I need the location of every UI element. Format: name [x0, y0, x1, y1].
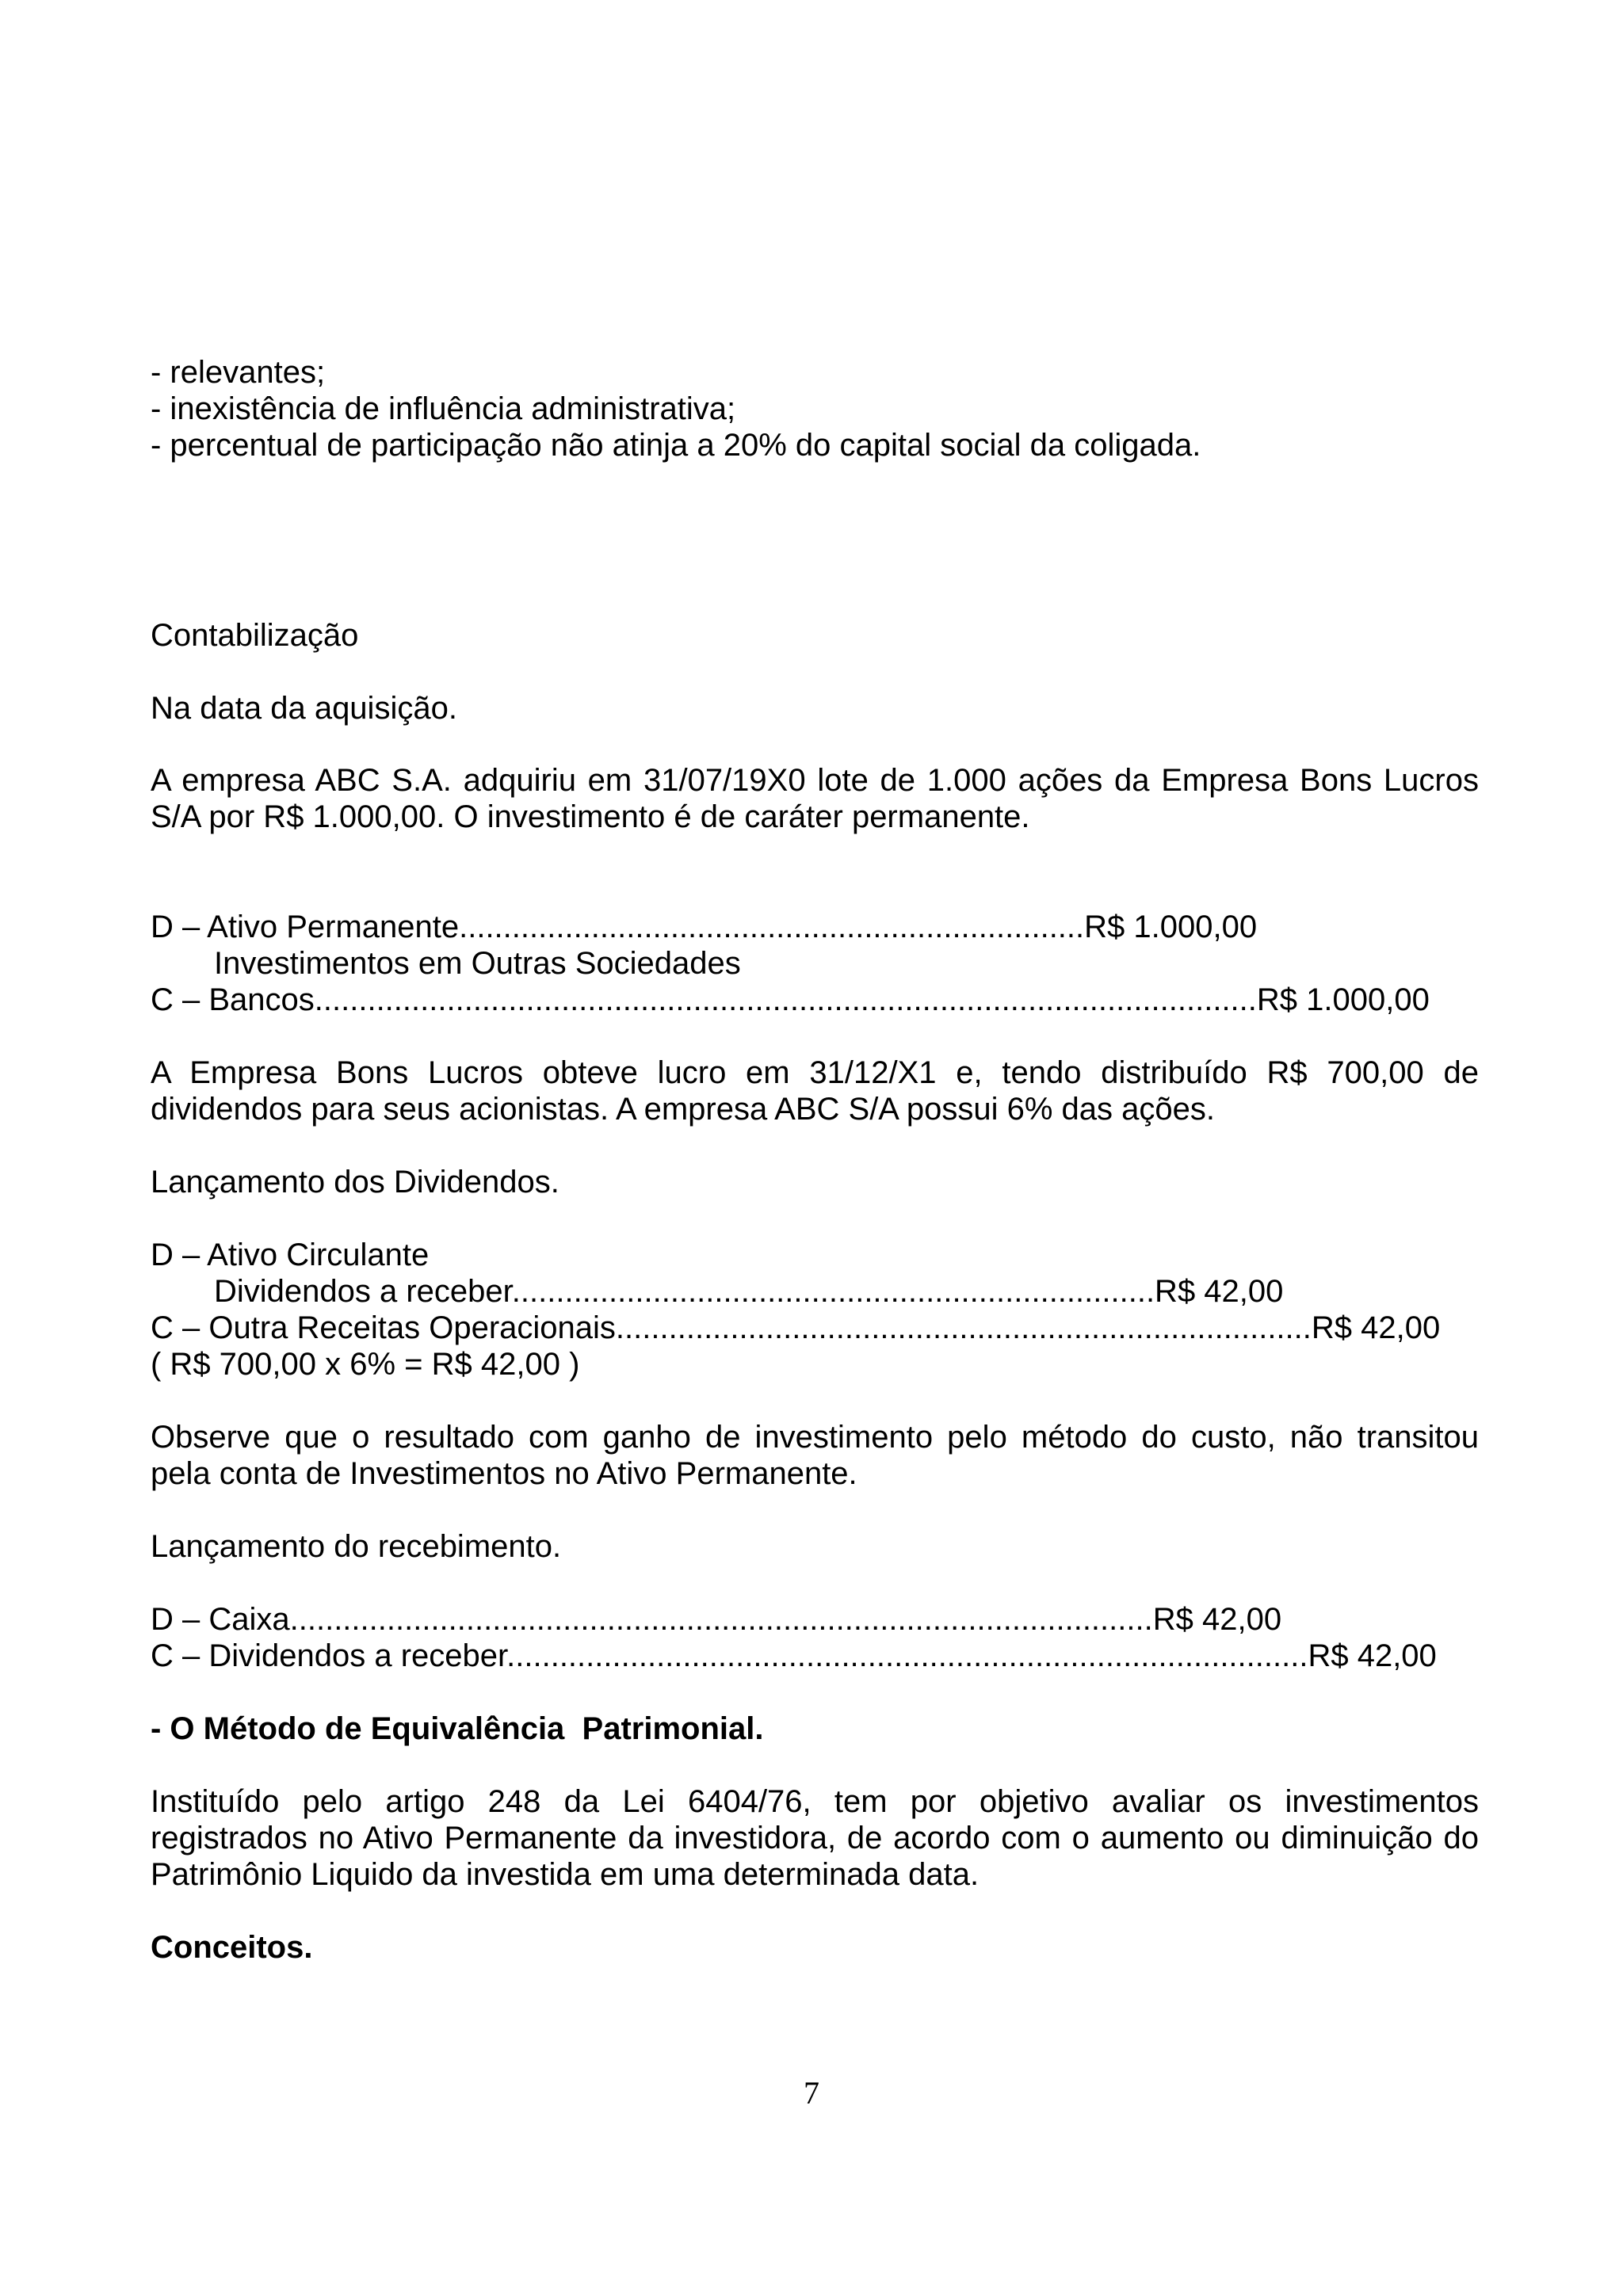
entry1-debit-subaccount: Investimentos em Outras Sociedades [214, 946, 741, 981]
bullet-influencia: - inexistência de influência administrativa; [151, 391, 736, 426]
paragraph-observe-line2: pela conta de Investimentos no Ativo Permanente. [151, 1456, 857, 1491]
entry2-debit-subaccount: Dividendos a receber.........................................................................R$ 42,00 [214, 1274, 1284, 1309]
entry3-debit: D – Caixa..................................................................................................R$ 42,00 [151, 1602, 1282, 1637]
paragraph-lucro-line2: dividendos para seus acionistas. A empresa ABC S/A possui 6% das ações. [151, 1092, 1216, 1127]
bullet-relevantes: - relevantes; [151, 355, 326, 390]
paragraph-aquisicao-line1: A empresa ABC S.A. adquiriu em 31/07/19X0 lote de 1.000 ações da Empresa Bons Lucros [151, 763, 1479, 798]
subsection-aquisicao: Na data da aquisição. [151, 691, 457, 726]
bullet-percentual: - percentual de participação não atinja a 20% do capital social da coligada. [151, 428, 1201, 463]
subsection-recebimento: Lançamento do recebimento. [151, 1529, 562, 1564]
entry3-credit: C – Dividendos a receber...........................................................................................R$ 42,00 [151, 1638, 1437, 1673]
entry1-debit: D – Ativo Permanente.......................................................................R$ 1.000,00 [151, 910, 1258, 944]
section-title-contabilizacao: Contabilização [151, 618, 359, 653]
paragraph-instituido-line1: Instituído pelo artigo 248 da Lei 6404/76, tem por objetivo avaliar os investimentos [151, 1784, 1479, 1819]
entry2-calculation: ( R$ 700,00 x 6% = R$ 42,00 ) [151, 1347, 580, 1382]
section-title-conceitos: Conceitos. [151, 1930, 313, 1965]
section-title-equivalencia: - O Método de Equivalência Patrimonial. [151, 1711, 764, 1746]
entry2-credit: C – Outra Receitas Operacionais...............................................................................R$ 42,00 [151, 1310, 1441, 1345]
paragraph-lucro-line1: A Empresa Bons Lucros obteve lucro em 31/12/X1 e, tendo distribuído R$ 700,00 de [151, 1055, 1479, 1090]
subsection-dividendos: Lançamento dos Dividendos. [151, 1165, 559, 1199]
entry1-credit: C – Bancos...........................................................................................................R$ 1.000,00 [151, 982, 1430, 1017]
paragraph-aquisicao-line2: S/A por R$ 1.000,00. O investimento é de caráter permanente. [151, 799, 1030, 834]
page-number: 7 [804, 2075, 819, 2111]
paragraph-instituido-line3: Patrimônio Liquido da investida em uma determinada data. [151, 1857, 980, 1892]
paragraph-observe-line1: Observe que o resultado com ganho de investimento pelo método do custo, não transitou [151, 1420, 1479, 1455]
paragraph-instituido-line2: registrados no Ativo Permanente da investidora, de acordo com o aumento ou diminuição do [151, 1821, 1479, 1855]
entry2-debit: D – Ativo Circulante [151, 1238, 430, 1272]
